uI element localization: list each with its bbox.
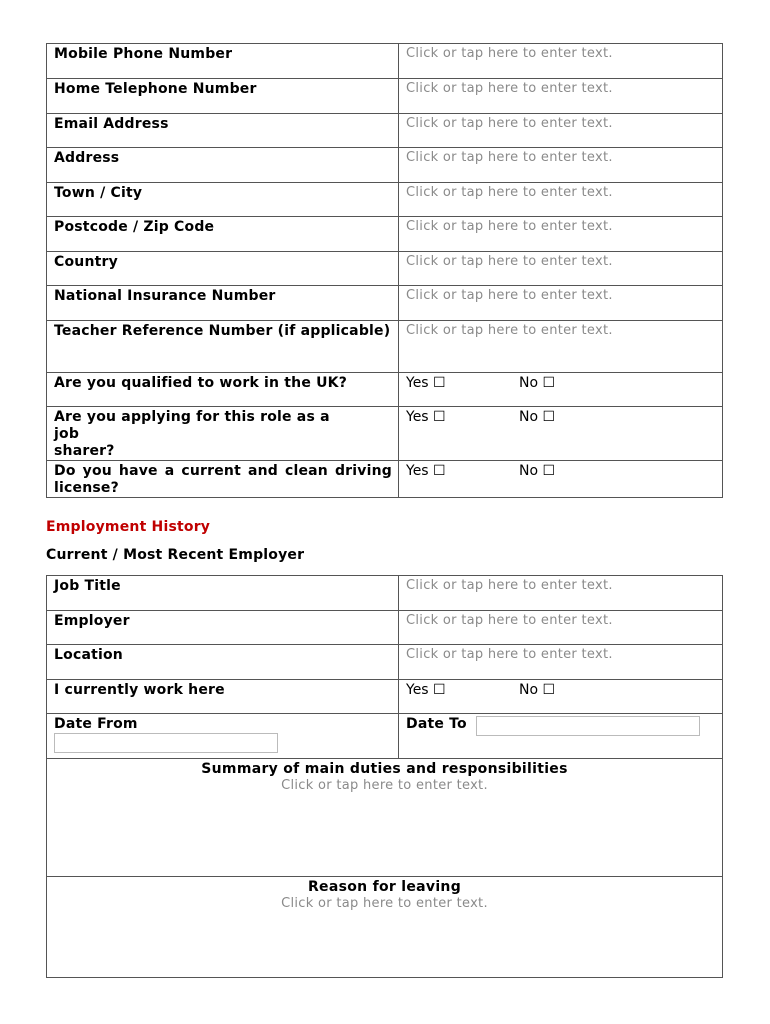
home-phone-input[interactable]: Click or tap here to enter text.: [399, 79, 723, 114]
field-label: Home Telephone Number: [47, 79, 399, 114]
table-row: [47, 714, 723, 759]
field-label: I currently work here: [47, 680, 399, 714]
table-row: [47, 877, 723, 978]
location-input[interactable]: Click or tap here to enter text.: [399, 645, 723, 680]
field-label: National Insurance Number: [47, 286, 399, 321]
current-work-choice: [399, 680, 723, 714]
table-row: [47, 44, 723, 79]
field-label: Employer: [47, 611, 399, 645]
table-row: [47, 114, 723, 148]
job-share-choice: [399, 407, 723, 461]
date-to-input[interactable]: [476, 716, 700, 736]
job-title-input[interactable]: Click or tap here to enter text.: [399, 576, 723, 611]
field-label: [47, 407, 399, 461]
reason-cell: [47, 877, 723, 978]
postcode-input[interactable]: Click or tap here to enter text.: [399, 217, 723, 252]
table-row: [47, 148, 723, 183]
summary-input[interactable]: Click or tap here to enter text.: [281, 778, 488, 793]
teacher-reference-input[interactable]: Click or tap here to enter text.: [399, 321, 723, 373]
field-label: Do you have a current and clean driving license?: [47, 461, 399, 498]
section-title: Employment History: [46, 519, 211, 535]
field-label: Email Address: [47, 114, 399, 148]
reason-title: Reason for leaving: [307, 879, 462, 895]
driving-yes-checkbox[interactable]: Yes ☐: [406, 463, 446, 479]
employment-table: [46, 575, 723, 978]
summary-title: Summary of main duties and responsibilities: [201, 761, 568, 777]
table-row: [47, 252, 723, 286]
town-city-input[interactable]: Click or tap here to enter text.: [399, 183, 723, 217]
table-row: [47, 183, 723, 217]
field-label: Country: [47, 252, 399, 286]
field-label: Teacher Reference Number (if applicable): [47, 321, 399, 373]
table-row: [47, 680, 723, 714]
table-row: [47, 286, 723, 321]
field-label: Job Title: [47, 576, 399, 611]
date-from-input[interactable]: [54, 733, 278, 753]
field-label: Mobile Phone Number: [47, 44, 399, 79]
mobile-phone-input[interactable]: Click or tap here to enter text.: [399, 44, 723, 79]
date-to-label: Date To: [406, 716, 467, 732]
employer-input[interactable]: Click or tap here to enter text.: [399, 611, 723, 645]
current-work-yes-checkbox[interactable]: Yes ☐: [406, 682, 446, 698]
table-row: [47, 79, 723, 114]
table-row: [47, 576, 723, 611]
personal-details-table: [46, 43, 723, 498]
table-row: [47, 759, 723, 877]
sub-title: Current / Most Recent Employer: [46, 547, 305, 563]
reason-input[interactable]: Click or tap here to enter text.: [281, 896, 488, 911]
field-label: Are you qualified to work in the UK?: [47, 373, 399, 407]
job-share-label-line1: Are you applying for this role as a job: [54, 409, 330, 442]
qualified-choice: [399, 373, 723, 407]
qualified-yes-checkbox[interactable]: Yes ☐: [406, 375, 446, 391]
table-row: [47, 373, 723, 407]
date-from-cell: [47, 714, 399, 759]
qualified-no-checkbox[interactable]: No ☐: [519, 375, 556, 391]
table-row: [47, 407, 723, 461]
date-from-label: Date From: [54, 716, 138, 732]
current-work-no-checkbox[interactable]: No ☐: [519, 682, 556, 698]
national-insurance-input[interactable]: Click or tap here to enter text.: [399, 286, 723, 321]
field-label: Location: [47, 645, 399, 680]
email-input[interactable]: Click or tap here to enter text.: [399, 114, 723, 148]
country-input[interactable]: Click or tap here to enter text.: [399, 252, 723, 286]
table-row: [47, 321, 723, 373]
job-share-yes-checkbox[interactable]: Yes ☐: [406, 409, 446, 425]
field-label: Postcode / Zip Code: [47, 217, 399, 252]
table-row: [47, 645, 723, 680]
table-row: [47, 217, 723, 252]
address-input[interactable]: Click or tap here to enter text.: [399, 148, 723, 183]
table-row: [47, 611, 723, 645]
job-share-no-checkbox[interactable]: No ☐: [519, 409, 556, 425]
table-row: [47, 461, 723, 498]
driving-no-checkbox[interactable]: No ☐: [519, 463, 556, 479]
field-label: Address: [47, 148, 399, 183]
driving-choice: [399, 461, 723, 498]
summary-cell: [47, 759, 723, 877]
date-to-cell: [399, 714, 723, 759]
field-label: Town / City: [47, 183, 399, 217]
job-share-label-line2: sharer?: [54, 443, 115, 459]
